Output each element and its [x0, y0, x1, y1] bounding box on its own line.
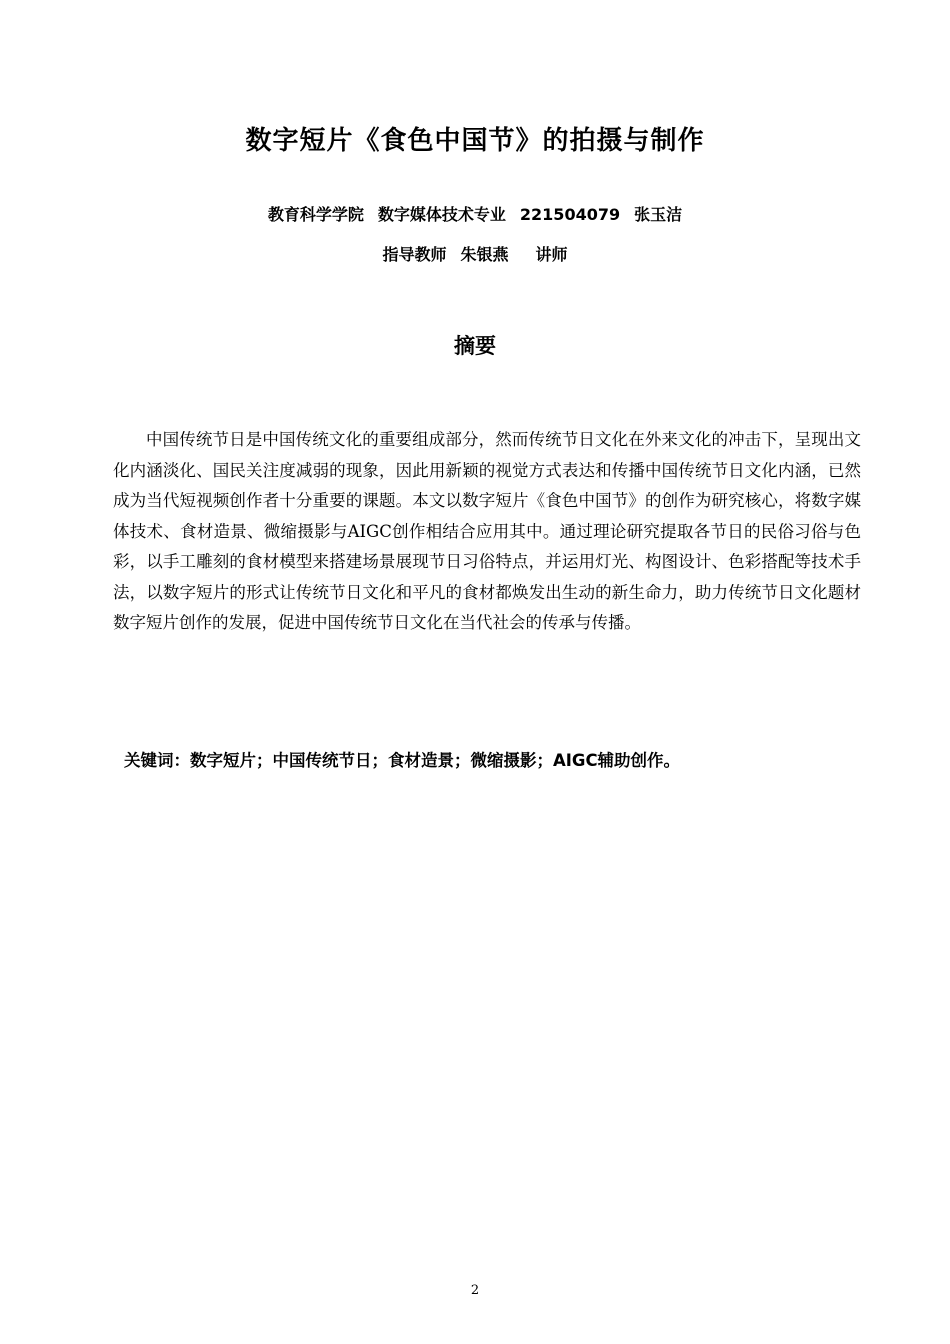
advisor-label: 指导教师	[382, 245, 447, 264]
advisor-title: 讲师	[535, 245, 568, 264]
author-info-line	[0, 203, 950, 227]
abstract-paragraph: 中国传统节日是中国传统文化的重要组成部分，然而传统节日文化在外来文化的冲击下，呈现出文化内涵淡化、国民关注度减弱的现象，因此用新颖的视觉方式表达和传播中国传统节日文化内涵，已然成为当代短视频创作者十分重要的课题。本文以数字短片《食色中国节》的创作为研究核心，将数字媒体技术、食材造景、微缩摄影与AIGC创作相结合应用其中。通过理论研究提取各节日的民俗习俗与色彩，以手工雕刻的食材模型来搭建场景展现节日习俗特点，并运用灯光、构图设计、色彩搭配等技术手法，以数字短片的形式让传统节日文化和平凡的食材都焕发出生动的新生命力，助力传统节日文化题材数字短片创作的发展，促进中国传统节日文化在当代社会的传承与传播。	[113, 430, 861, 632]
abstract-heading: 摘要	[454, 334, 496, 358]
page-title: 数字短片《食色中国节》的拍摄与制作	[245, 126, 705, 156]
major-name: 数字媒体技术专业	[377, 205, 506, 224]
advisor-name: 朱银燕	[460, 245, 509, 264]
page-number: 2	[470, 1283, 480, 1298]
keywords-line: 关键词：数字短片；中国传统节日；食材造景；微缩摄影；AIGC辅助创作。	[124, 751, 681, 770]
advisor-info-line	[0, 243, 950, 267]
student-name: 张玉洁	[634, 205, 683, 224]
college-name: 教育科学学院	[267, 205, 364, 224]
student-id: 221504079	[519, 205, 621, 224]
